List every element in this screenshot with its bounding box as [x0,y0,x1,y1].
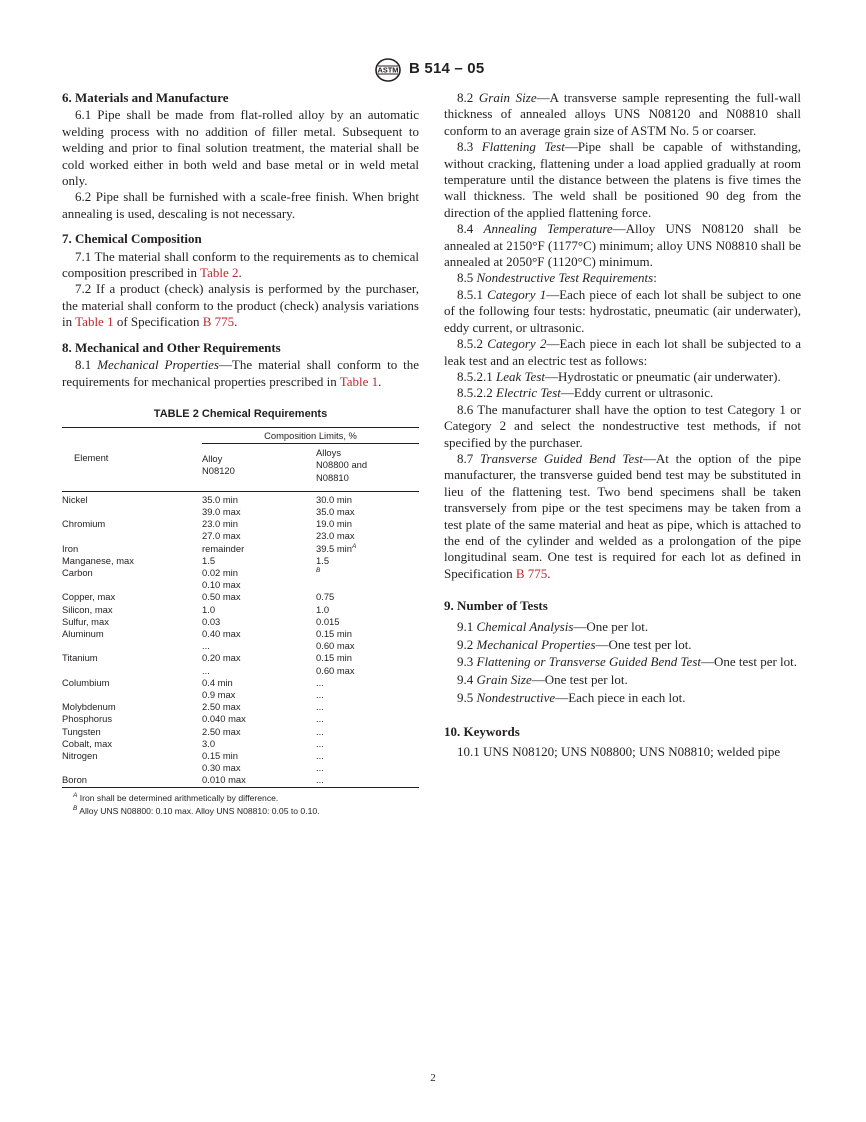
left-column [62,90,419,817]
element-cell: Chromium [62,518,106,530]
paragraph-6-2: 6.2 Pipe shall be furnished with a scale-free finish. When bright annealing is used, descaling is not necessary. [62,189,419,221]
alloys-n08800-n08810-cell: 0.15 min [316,652,352,664]
table-row [62,677,419,689]
b775-link[interactable]: B 775 [202,314,235,330]
table-row [62,689,419,701]
alloy-n08120-cell: 0.03 [202,615,221,627]
chemical-requirements-table [62,427,419,789]
alloys-n08800-n08810-cell: 19.0 min [316,518,352,530]
table-row [62,762,419,774]
paragraph-7-2: 7.2 If a product (check) analysis is performed by the purchaser, the material shall conform to the product (check) analysis variations in Table 1 of Specification B 775. [62,281,419,330]
footnote-marker: B [316,566,321,574]
table-row [62,591,419,603]
astm-logo-icon [375,58,401,82]
alloys-n08800-n08810-cell: 0.75 [316,591,335,603]
alloy-n08120-cell: 0.50 max [202,591,241,603]
element-cell: Molybdenum [62,701,116,713]
page-number: 2 [430,1072,436,1084]
alloy-n08120-cell: 39.0 max [202,505,241,517]
alloys-n08800-n08810-cell: 30.0 min [316,493,352,505]
table-row [62,555,419,567]
alloy-n08120-cell: 3.0 [202,737,216,749]
alloys-n08800-n08810-cell: 23.0 max [316,530,355,542]
element-cell [62,762,202,774]
paragraph-9-4: 9.4 Grain Size—One test per lot. [457,672,628,688]
alloys-n08800-n08810-cell [316,567,419,579]
paragraph-8-3: 8.3 Flattening Test—Pipe shall be capable of withstanding, without cracking, flattening under a load applied gradually at room temperature until the distance between the platens is five times the wall thickness. The weld shall be positioned 90 deg from the direction of the applied flattening force. [444,139,802,220]
table-footnote-a: $^A$ Iron shall be determined arithmetically by difference. [73,791,279,803]
alloys-n08800-n08810-cell: 0.60 max [316,664,355,676]
alloys-n08800-n08810-cell: 39.5 min$^A$ [316,542,357,554]
element-cell [62,665,202,677]
alloy-n08120-cell: 0.20 max [202,652,241,664]
table-row [62,543,419,555]
table-row [62,567,419,579]
element-cell: Sulfur, max [62,615,109,627]
paragraph-6-1: 6.1 Pipe shall be made from flat-rolled alloy by an automatic welding process with no addition of filler metal. Subsequent to welding and prior to final solution treatment, the material shall be cold worked either in both weld and base metal or in weld metal only. [62,107,419,189]
table-row [62,506,419,518]
table-footnote-b: $^B$ Alloy UNS N08800: 0.10 max. Alloy UNS N08810: 0.05 to 0.10. [73,805,320,817]
alloy-n08120-cell: 27.0 max [202,530,241,542]
element-cell [62,640,202,652]
alloys-n08800-n08810-cell: 1.0 [316,603,330,615]
element-cell: Phosphorus [62,713,113,725]
table-row [62,604,419,616]
alloy-n08120-cell: 0.040 max [202,713,246,725]
element-cell: Boron [62,774,88,786]
alloy-n08120-cell: 0.4 min [202,676,233,688]
paragraph-8-6: 8.6 The manufacturer shall have the option to test Category 1 or Category 2 and select the nondestructive test methods, if not specified by the purchaser. [444,401,801,450]
paragraph-8-5-1: 8.5.1 Category 1—Each piece of each lot shall be subject to one of the following four tests: hydrostatic, pneumatic (air underwater), eddy current, or ultrasonic. [444,286,801,335]
alloy-n08120-cell: 0.02 min [202,566,238,578]
alloy-n08120-cell: 1.5 [202,554,216,566]
alloy-n08120-cell: 0.40 max [202,627,241,639]
alloys-n08800-n08810-cell: 1.5 [316,554,330,566]
element-cell [62,689,202,701]
paragraph-9-5: 9.5 Nondestructive—Each piece in each lot. [457,690,686,706]
paragraph-7-1: 7.1 The material shall conform to the requirements as to chemical composition prescribed in Table 2. [62,248,419,281]
page-header [0,58,866,84]
column-header-element: Element [74,451,109,463]
alloy-n08120-cell: 1.0 [202,603,216,615]
table-1-link[interactable]: Table 1 [339,373,379,389]
alloy-n08120-cell: 23.0 min [202,518,238,530]
alloys-n08800-n08810-cell: 0.015 [316,615,340,627]
table-row [62,713,419,725]
alloys-n08800-n08810-cell: ... [316,774,324,786]
element-cell [62,579,202,591]
table-row [62,774,419,787]
alloys-n08800-n08810-cell: ... [316,749,324,761]
alloy-n08120-cell: 0.010 max [202,774,246,786]
section-9-heading: 9. Number of Tests [444,598,548,614]
element-cell [62,530,202,542]
logo-text: ASTM [377,65,399,75]
section-10-heading: 10. Keywords [444,723,520,739]
paragraph-8-5-2: 8.5.2 Category 2—Each piece in each lot shall be subjected to a leak test and an electric test as follows: [444,336,801,368]
paragraph-9-1: 9.1 Chemical Analysis—One per lot. [457,618,649,634]
paragraph-9-2: 9.2 Mechanical Properties—One test per lot. [457,636,692,652]
table-row [62,652,419,664]
alloy-n08120-cell: ... [202,664,210,676]
alloys-n08800-n08810-cell: ... [316,713,324,725]
table-row [62,628,419,640]
alloy-n08120-cell: 0.30 max [202,762,241,774]
element-cell: Aluminum [62,627,104,639]
table-row [62,530,419,542]
column-header-composition: Composition Limits, % [202,430,419,444]
alloy-n08120-cell: 35.0 min [202,493,238,505]
paragraph-8-4: 8.4 Annealing Temperature—Alloy UNS N08120 shall be annealed at 2150°F (1177°C) minimum; alloy UNS N08810 shall be annealed at 2050°F (1120°C) minimum. [444,221,801,270]
element-cell: Iron [62,542,79,554]
section-6-heading: 6. Materials and Manufacture [62,90,229,105]
element-cell: Tungsten [62,725,101,737]
footnote-marker: A [351,542,357,550]
table-body [62,491,419,787]
table-1-link[interactable]: Table 1 [75,314,114,330]
alloys-n08800-n08810-cell: ... [316,701,324,713]
alloys-n08800-n08810-cell: ... [316,688,324,700]
right-column [444,90,801,760]
table-row [62,750,419,762]
alloy-n08120-cell: 2.50 max [202,725,241,737]
element-cell: Nickel [62,493,88,505]
document-designation: B 514 – 05 [409,60,485,77]
table-row [62,518,419,530]
paragraph-8-5-2-1: 8.5.2.1 Leak Test—Hydrostatic or pneumatic (air underwater). [457,368,781,384]
element-cell [62,506,202,518]
paragraph-8-5: 8.5 Nondestructive Test Requirements: [457,270,657,286]
alloy-n08120-cell: ... [202,640,210,652]
column-header-alloys-n08800-n08810: Alloys N08800 and N08810 [316,447,368,483]
table-row [62,616,419,628]
section-7-heading: 7. Chemical Composition [62,231,202,247]
alloy-n08120-cell: remainder [202,542,245,554]
element-cell: Titanium [62,652,98,664]
element-cell: Columbium [62,676,110,688]
element-cell: Copper, max [62,591,116,603]
table-2-title: TABLE 2 Chemical Requirements [153,407,328,420]
paragraph-8-2: 8.2 Grain Size—A transverse sample representing the full-wall thickness of annealed alloys UNS N08120 and N08810 shall conform to an average grain size of ASTM No. 5 or coarser. [444,90,802,138]
section-8-heading: 8. Mechanical and Other Requirements [62,339,281,355]
table-row [62,726,419,738]
table-row [62,738,419,750]
paragraph-8-5-2-2: 8.5.2.2 Electric Test—Eddy current or ultrasonic. [457,385,714,401]
alloys-n08800-n08810-cell: ... [316,676,324,688]
element-cell: Manganese, max [62,554,134,566]
alloys-n08800-n08810-cell: 35.0 max [316,505,355,517]
alloy-n08120-cell: 0.10 max [202,579,241,591]
table-row [62,701,419,713]
table-row [62,640,419,652]
column-header-alloy-n08120: Alloy N08120 [202,453,235,477]
table-row [62,665,419,677]
table-row [62,579,419,591]
alloys-n08800-n08810-cell: 0.15 min [316,627,352,639]
alloys-n08800-n08810-cell: ... [316,762,324,774]
alloy-n08120-cell: 0.9 max [202,688,236,700]
element-cell: Carbon [62,566,93,578]
table-row [62,491,419,506]
paragraph-10-1: 10.1 UNS N08120; UNS N08800; UNS N08810; welded pipe [457,744,781,760]
alloy-n08120-cell: 2.50 max [202,701,241,713]
paragraph-9-3: 9.3 Flattening or Transverse Guided Bend Test—One test per lot. [457,654,798,670]
b775-link[interactable]: B 775 [515,565,548,581]
element-cell: Nitrogen [62,749,98,761]
alloy-n08120-cell: 0.15 min [202,749,238,761]
element-cell: Silicon, max [62,603,113,615]
alloys-n08800-n08810-cell: ... [316,737,324,749]
alloys-n08800-n08810-cell: 0.60 max [316,640,355,652]
alloys-n08800-n08810-cell [316,579,419,591]
paragraph-8-7: 8.7 Transverse Guided Bend Test—At the option of the pipe manufacturer, the transverse guided bend test may be substituted in lieu of the flattening test. Two bend specimens shall be taken transversely from pipe or the test specimens may be taken from a test plate of the same material and heat as pipe, which is attached to the end of the cylinder and welded as a prolongation of the pipe longitudinal seam. One test is required for each lot as defined in Specification B 775. [444,450,801,581]
alloys-n08800-n08810-cell: ... [316,725,324,737]
element-cell: Cobalt, max [62,737,113,749]
table-2-link[interactable]: Table 2 [200,265,239,281]
paragraph-8-1: 8.1 Mechanical Properties—The material shall conform to the requirements for mechanical properties prescribed in Table 1. [62,357,420,389]
